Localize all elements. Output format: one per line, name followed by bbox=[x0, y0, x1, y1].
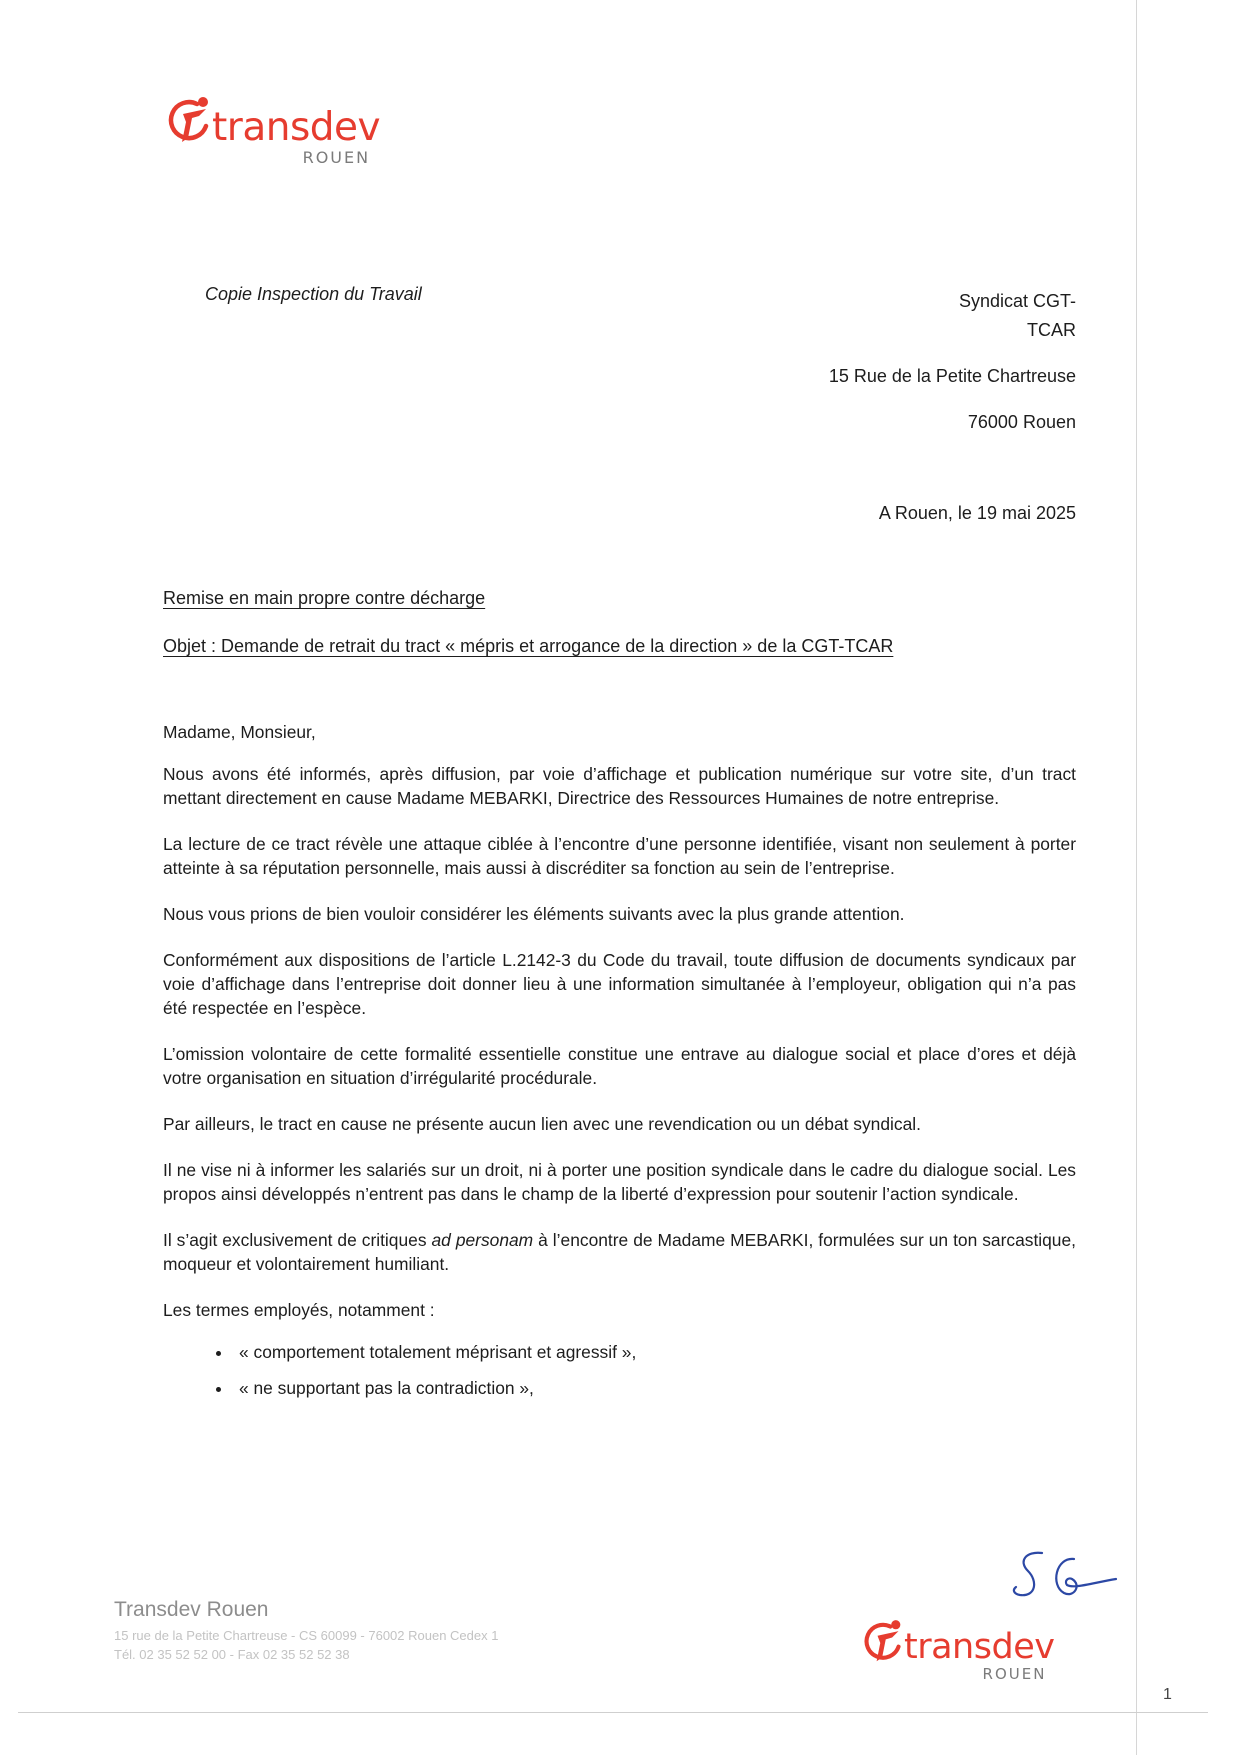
paragraph-ad-personam bbox=[163, 1228, 1076, 1276]
footer-phone: Tél. 02 35 52 52 00 - Fax 02 35 52 52 38 bbox=[114, 1647, 350, 1662]
footer bbox=[114, 1598, 498, 1664]
logo-brand-text: transdev bbox=[212, 105, 381, 150]
letter-body bbox=[163, 720, 1076, 1412]
recipient-street: 15 Rue de la Petite Chartreuse bbox=[828, 366, 1076, 386]
copy-notice: Copie Inspection du Travail bbox=[205, 284, 422, 304]
italic-term: ad personam bbox=[431, 1230, 534, 1250]
remise-line: Remise en main propre contre décharge bbox=[163, 588, 486, 608]
transdev-runner-icon bbox=[166, 96, 212, 148]
terms-intro: Les termes employés, notamment : bbox=[163, 1300, 435, 1320]
page-edge-right bbox=[1136, 0, 1137, 1755]
recipient-line-1: Syndicat CGT- bbox=[958, 291, 1076, 311]
transdev-logo-bottom bbox=[862, 1619, 1054, 1682]
signature-initials bbox=[1012, 1545, 1122, 1615]
paragraph: Nous vous prions de bien vouloir considérer les éléments suivants avec la plus grande attention. bbox=[163, 904, 905, 924]
transdev-runner-icon bbox=[862, 1619, 904, 1667]
paragraph: Conformément aux dispositions de l’article L.2142-3 du Code du travail, toute diffusion de documents syndicaux par voie d’affichage dans l’entreprise doit donner lieu à une information simultanée à l’employeur, obligation qui n’a pas été respectée en l’espèce. bbox=[163, 950, 1076, 1018]
transdev-logo-top bbox=[166, 96, 380, 166]
greeting: Madame, Monsieur, bbox=[163, 722, 316, 742]
list-item: • « ne supportant pas la contradiction », bbox=[233, 1376, 1076, 1400]
recipient-city: 76000 Rouen bbox=[967, 412, 1076, 432]
footer-company: Transdev Rouen bbox=[114, 1598, 269, 1621]
recipient-line-2: TCAR bbox=[1027, 320, 1076, 340]
text-segment: à l’encontre de Madame MEBARKI, formulées sur un ton sarcastique, moqueur et volontairement humiliant. bbox=[163, 1230, 1076, 1274]
paragraph: Nous avons été informés, après diffusion, par voie d’affichage et publication numérique sur votre site, d’un tract mettant directement en cause Madame MEBARKI, Directrice des Ressources Humaines de notre entreprise. bbox=[163, 764, 1076, 808]
letter-date: A Rouen, le 19 mai 2025 bbox=[878, 503, 1076, 523]
list-item: • « comportement totalement méprisant et agressif », bbox=[233, 1340, 1076, 1364]
paragraph: L’omission volontaire de cette formalité essentielle constitue une entrave au dialogue social et place d’ores et déjà votre organisation en situation d’irrégularité procédurale. bbox=[163, 1044, 1076, 1088]
logo-city-text: ROUEN bbox=[302, 148, 371, 167]
paragraph: Il ne vise ni à informer les salariés sur un droit, ni à porter une position syndicale dans le cadre du dialogue social. Les propos ainsi développés n’entrent pas dans le champ de la liberté d’expression pour soutenir l’action syndicale. bbox=[163, 1160, 1076, 1204]
logo-brand-text: transdev bbox=[904, 1627, 1055, 1667]
text-segment: Il s’agit exclusivement de critiques bbox=[163, 1230, 432, 1250]
footer-address: 15 rue de la Petite Chartreuse - CS 60099 - 76002 Rouen Cedex 1 bbox=[114, 1628, 499, 1643]
objet-line: Objet : Demande de retrait du tract « mépris et arrogance de la direction » de la CGT-TCAR bbox=[163, 636, 894, 656]
page-edge-bottom bbox=[18, 1712, 1208, 1713]
paragraph: Par ailleurs, le tract en cause ne présente aucun lien avec une revendication ou un débat syndical. bbox=[163, 1114, 921, 1134]
logo-city-text: ROUEN bbox=[982, 1665, 1047, 1683]
terms-list bbox=[163, 1340, 1076, 1400]
page-number: 1 bbox=[1163, 1686, 1172, 1703]
paragraph: La lecture de ce tract révèle une attaque ciblée à l’encontre d’une personne identifiée, visant non seulement à porter atteinte à sa réputation personnelle, mais aussi à discréditer sa fonction au sein de l’entreprise. bbox=[163, 834, 1076, 878]
